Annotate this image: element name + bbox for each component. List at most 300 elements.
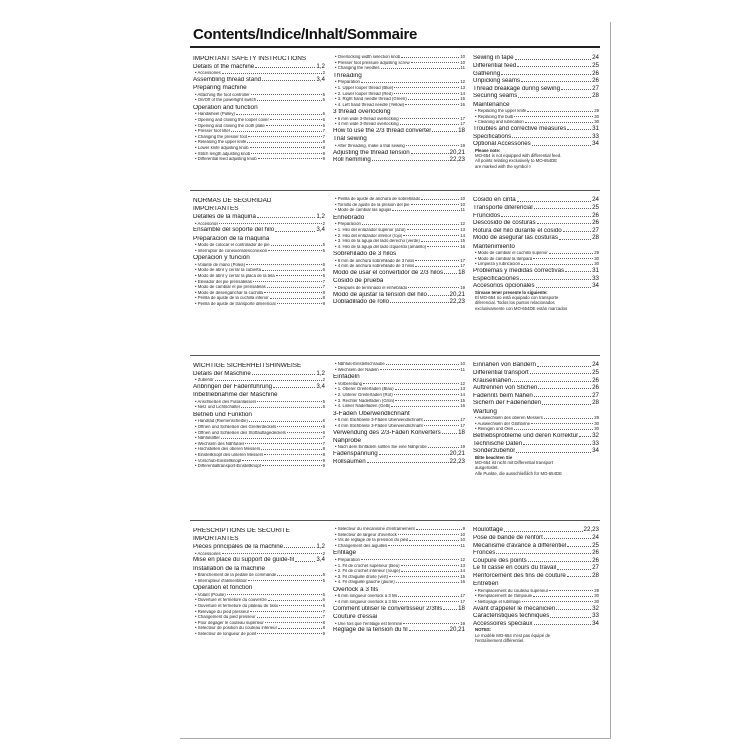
toc-heading [193, 526, 325, 534]
entry-title: • Relevage du pied presseur [195, 609, 250, 614]
entry-title: Roulottage [473, 527, 503, 534]
entry-title: • Modo de desenganchar la cuchilla [195, 290, 263, 295]
toc-entry [333, 148, 465, 156]
page-number: 33 [592, 439, 599, 447]
dot-leader [409, 630, 449, 631]
toc-heading [333, 107, 465, 115]
dot-leader [248, 136, 321, 137]
entry-title: Mécanisme d'avance à différentiel [473, 542, 567, 549]
dot-leader [521, 81, 591, 82]
entry-title: • Accessoires [195, 551, 221, 556]
page-number: 30 [594, 420, 599, 426]
toc-entry [333, 604, 465, 612]
page-number: 14 [460, 90, 465, 96]
dot-leader [398, 596, 459, 597]
entry-title: • 3. Right hand needle thread (Green) [335, 97, 407, 102]
page-number: 27 [592, 564, 599, 572]
dot-leader [409, 540, 459, 541]
entry-title: Accessoires spéciaux [473, 620, 533, 627]
page-number: 6 [322, 424, 325, 430]
page-number: 20,21 [449, 290, 465, 298]
page-number: 19 [460, 285, 465, 290]
dot-leader [386, 364, 459, 365]
dot-leader [380, 369, 460, 370]
toc-entry [193, 463, 325, 469]
page-number: 3,4 [316, 382, 325, 390]
page-number: 22,23 [449, 457, 465, 465]
entry-title: • Volant (Poulie) [195, 592, 226, 597]
page-number: 8 [322, 625, 325, 631]
dot-leader [444, 273, 457, 274]
entry-title: Entretien [473, 581, 499, 588]
toc-entry [193, 213, 325, 221]
dot-leader [537, 366, 591, 367]
page-number: 1,2 [316, 213, 325, 221]
entry-title: Auftrennen von Stichen [473, 385, 538, 392]
entry-title: • Interrupteur d'alimentation [195, 578, 248, 583]
entry-title: Fadenspannung [333, 451, 378, 458]
entry-title: • Preparación [335, 222, 361, 227]
entry-title: • 4 mm Stichbreite 3-Fäden Überwendlichnaht [335, 423, 423, 428]
dot-leader [512, 381, 591, 382]
toc-entry [193, 301, 325, 307]
entry-title: • Differential feed adjusting knob [195, 157, 257, 162]
entry-title: Modo de ajustar la tensión del hilo [333, 291, 427, 298]
entry-title: • 1. Oberer Greiferfaden (Blau) [335, 387, 394, 392]
page-number: 12 [460, 380, 465, 386]
dot-leader [530, 373, 592, 374]
entry-title: Fronces [473, 550, 496, 557]
entry-title: 3 thread overlocking [333, 109, 391, 116]
dot-leader [231, 131, 321, 132]
dot-leader [496, 553, 591, 554]
note-line: l'entraînement différentiel. [475, 637, 525, 643]
dot-leader [394, 93, 460, 94]
entry-title: Preparación de la máquina [193, 235, 270, 242]
toc-column [333, 196, 465, 305]
page-number: 34 [592, 447, 599, 455]
page-number: 22,23 [583, 526, 599, 534]
page-number: 11 [460, 543, 465, 549]
dot-leader [428, 295, 449, 296]
dot-leader [253, 281, 322, 282]
toc-entry [473, 84, 599, 92]
page-number: 13 [460, 386, 465, 392]
dot-leader [514, 429, 593, 430]
entry-title: • Volante de mano (Polea) [195, 262, 245, 267]
dot-leader [518, 97, 591, 98]
toc-column [473, 54, 599, 169]
dot-leader [537, 223, 592, 224]
entry-title: • Wechseln der Nadeln [335, 367, 379, 372]
dot-leader [249, 421, 322, 422]
page-number: 31 [592, 267, 599, 275]
dot-leader [257, 217, 315, 218]
page-number: 14 [460, 392, 465, 398]
entry-title: Comment utiliser le convertisseur 2/3fils [333, 605, 443, 612]
dot-leader [222, 553, 322, 554]
dot-leader [501, 216, 591, 217]
page-number: 28 [592, 399, 599, 407]
entry-title: • 1. Fil de crochet supérieur (bleu) [335, 563, 400, 568]
entry-title: • Interruptor de conexión/desconexión [195, 248, 268, 253]
entry-title: • Pour dégager le couteau supérieur [195, 620, 264, 625]
toc-entry [193, 62, 325, 70]
page-number: 25 [592, 203, 599, 211]
entry-title: Differential transport [473, 369, 529, 376]
page-number: 16 [460, 243, 465, 249]
dot-leader [389, 576, 459, 577]
toc-entry [473, 572, 599, 580]
page-number: 9 [322, 457, 325, 463]
page-number: 30 [594, 261, 599, 267]
dot-leader [215, 380, 322, 381]
dot-leader [227, 594, 322, 595]
toc-column [193, 361, 325, 468]
entry-title: PRESCRIPTIONS DE SECURITE [193, 527, 290, 534]
page-number: 34 [592, 619, 599, 627]
toc-entry [333, 450, 465, 458]
toc-heading [473, 407, 599, 415]
page-number: 27 [592, 226, 599, 234]
page-number: 13 [460, 85, 465, 91]
entry-title: • Sélecteur de longueur de point [195, 631, 257, 636]
entry-title: • 6 mm Stichbreite 3-Fäden Überwendlichnaht [335, 418, 423, 423]
entry-title: • 4. Left hand thread needle (Yellow) [335, 102, 405, 107]
toc-heading [473, 242, 599, 250]
note-line: NOTES: [475, 627, 492, 633]
dot-leader [411, 153, 449, 154]
dot-leader [557, 569, 591, 570]
dot-leader [401, 565, 460, 566]
note-line: ausgerüstet. [475, 465, 499, 471]
toc-column [473, 526, 599, 643]
toc-entry [333, 127, 465, 135]
entry-title: • 6 mm de anchura sobrehilado de 3 hilos [335, 258, 415, 263]
entry-title: • After threading, make a trial sewing [335, 144, 405, 148]
page-number: 6 [322, 111, 325, 117]
page-number: 28 [592, 92, 599, 100]
toc-entry [473, 376, 599, 384]
page-number: 20,21 [449, 626, 465, 634]
page-number: 30 [594, 255, 599, 261]
dot-leader [567, 546, 591, 547]
page-number: 18 [458, 604, 465, 612]
dot-leader [501, 74, 591, 75]
toc-column [193, 54, 325, 161]
dot-leader [398, 534, 459, 535]
entry-title: IMPORTANT SAFETY INSTRUCTIONS [193, 55, 307, 62]
page-number: 17 [460, 257, 465, 263]
toc-heading [333, 213, 465, 221]
toc-entry [473, 125, 599, 133]
page-number: 20,21 [449, 148, 465, 156]
page-number: 26 [592, 69, 599, 77]
toc-heading [333, 585, 465, 593]
dot-leader [268, 600, 322, 601]
dot-leader [512, 137, 591, 138]
note-line: MO-654 ist nicht mit Differential transport [475, 459, 554, 465]
entry-title: Betriebsprobleme und deren Korrektur [473, 433, 579, 440]
page-number: 7 [322, 440, 325, 446]
page-number: 5 [322, 577, 325, 583]
entry-title: • Perilla de ajuste de transporte diferencial [195, 301, 276, 306]
toc-heading [333, 548, 465, 556]
dot-leader [533, 596, 593, 597]
dot-leader [407, 229, 460, 230]
page-number: 2 [322, 220, 325, 226]
entry-title: • Stitch length adjusting knob [195, 151, 251, 156]
toc-heading [333, 372, 465, 380]
entry-title: Opération et fonction [193, 585, 253, 592]
page-number: 3,4 [316, 226, 325, 234]
dot-leader [421, 241, 459, 242]
toc-heading [193, 103, 325, 111]
dot-leader [295, 561, 315, 562]
dot-leader [522, 601, 594, 602]
page-number: 7 [322, 128, 325, 134]
dot-leader [405, 104, 459, 105]
dot-leader [534, 208, 591, 209]
page-number: 8 [322, 295, 325, 301]
dot-leader [242, 460, 321, 461]
entry-title: • Öffnen und Schließen des Greiferdeckels [195, 425, 277, 430]
entry-title: • Préparation [335, 558, 360, 563]
section-french [193, 526, 599, 686]
dot-leader [390, 302, 448, 303]
toc-entry [333, 298, 465, 306]
page-number: 18 [458, 269, 465, 277]
page-number: 19 [460, 620, 465, 626]
toc-heading [473, 579, 599, 587]
toc-heading [333, 276, 465, 284]
page-number: 11 [460, 65, 465, 71]
page-number: 26 [592, 77, 599, 85]
entry-title: • Modo de cambiar el pie prensatelas [195, 285, 266, 290]
page-number: 15 [460, 238, 465, 244]
dot-leader [398, 601, 459, 602]
dot-leader [236, 114, 322, 115]
dot-leader [559, 239, 591, 240]
entry-title: Pièces principales de la machine [193, 544, 284, 551]
dot-leader [520, 279, 591, 280]
entry-title: Coupure des points [473, 557, 527, 564]
page-number: 8 [322, 619, 325, 625]
entry-title: • Handrad (Riemenscheibe) [195, 419, 248, 424]
dot-leader [395, 389, 460, 390]
dot-leader [531, 423, 593, 424]
dot-leader [516, 452, 591, 453]
page-number: 8 [322, 139, 325, 145]
note-line: are marked with the symbol ◊ [475, 163, 531, 169]
entry-title: Transporte diferencial [473, 204, 533, 211]
entry-title: Enfilage [333, 550, 357, 557]
entry-title: • Ouverture et fermeture du plateau de tissu [195, 604, 279, 609]
page-number: 15 [460, 573, 465, 579]
note-line: Sírvase tener presente lo siguiente: [475, 289, 548, 295]
toc-column [333, 361, 465, 465]
dot-leader [367, 462, 449, 463]
entry-title: • Replacing the bulb [475, 114, 514, 119]
toc-entry [333, 457, 465, 465]
page-number: 19 [460, 143, 465, 148]
entry-title: Unpicking seams [473, 78, 521, 85]
toc-entry [473, 132, 599, 140]
dot-leader [517, 66, 591, 67]
dot-leader [534, 396, 591, 397]
entry-title: • Elevador del pie prensatelas [195, 279, 252, 284]
dot-leader [379, 454, 449, 455]
dot-leader [544, 418, 593, 419]
entry-title: Trial sewing [333, 136, 367, 143]
dot-leader [415, 260, 459, 261]
page-number: 6 [322, 597, 325, 603]
entry-title: Betrieb und Funktion [193, 411, 252, 418]
page-number: 1,2 [316, 369, 325, 377]
page-number: 13 [460, 562, 465, 568]
entry-title: • Wechseln des Nähfußes [195, 441, 245, 446]
page-number: 24 [592, 196, 599, 204]
entry-title: Securing seams [473, 93, 518, 100]
dot-leader [248, 580, 321, 581]
toc-entry [473, 234, 599, 242]
toc-column [473, 361, 599, 476]
entry-title: • 4 mm wide 3-thread overlocking [335, 122, 399, 127]
page-number: 9 [322, 300, 325, 306]
dot-leader [275, 231, 315, 232]
entry-title: Specifications [473, 133, 512, 140]
page-number: 12 [460, 221, 465, 227]
toc-entry [473, 541, 599, 549]
toc-entry [473, 369, 599, 377]
dot-leader [515, 59, 592, 60]
toc-heading [333, 612, 465, 620]
page-number: 10 [460, 59, 465, 65]
toc-entry [473, 219, 599, 227]
toc-entry [473, 62, 599, 70]
page-number: 11 [460, 366, 465, 372]
entry-title: • Öffnen und Schließen des Stoffauflagedeckels [195, 430, 286, 435]
toc-entry [473, 267, 599, 275]
page-number: 5 [322, 247, 325, 253]
dot-leader [267, 287, 322, 288]
dot-leader [251, 94, 322, 95]
toc-column [333, 54, 465, 163]
dot-leader [442, 433, 457, 434]
page-number: 6 [322, 267, 325, 273]
entry-title: • 6 mm longueur overlock à 3 fils [335, 594, 398, 599]
page-number: 29 [594, 108, 599, 114]
dot-leader [257, 401, 321, 402]
page-number: 28 [592, 571, 599, 579]
entry-title: • Sélecteur de position du couteau inférieur [195, 626, 278, 631]
entry-title: • Lower knife adjusting knob [195, 146, 249, 150]
entry-title: • Remplacement de l'ampoule [475, 594, 533, 599]
page-number: 25 [592, 368, 599, 376]
dot-leader [287, 432, 322, 433]
entry-title: • Cleaning and lubrication [475, 120, 524, 125]
entry-title: Fruncidos [473, 212, 501, 219]
page-number: 31 [592, 125, 599, 133]
page-number: 7 [322, 435, 325, 441]
dot-leader [257, 633, 321, 634]
toc-column [193, 196, 325, 306]
page-number: 6 [322, 273, 325, 279]
entry-title: • Modo de abrir y cerrar la placa de la tela [195, 274, 275, 279]
page-number: 29 [594, 415, 599, 421]
page-number: 17 [460, 121, 465, 127]
page-number: 6 [322, 429, 325, 435]
page-number: 10 [460, 537, 465, 543]
entry-title: Caractéristiques techniques [473, 613, 550, 620]
dot-leader [521, 264, 593, 265]
entry-title: Sewing in tape [473, 55, 514, 62]
entry-title: • Ouverture et fermeture du couvercle [195, 598, 267, 603]
entry-title: Fadenriß beim Nähen [473, 392, 533, 399]
dot-leader [391, 406, 459, 407]
page-number: 10 [460, 531, 465, 537]
dot-leader [549, 253, 594, 254]
entry-title: Adjusting the thread tension [333, 149, 410, 156]
entry-title: • Modo de cambiar la lámpara [475, 256, 533, 261]
entry-title: Sichern der Fadenenden [473, 400, 542, 407]
dot-leader [381, 68, 460, 69]
toc-entry [473, 612, 599, 620]
page-number: 30 [594, 599, 599, 605]
toc-entry [193, 631, 325, 637]
entry-title: • Nähfuß-Einstellschraube [335, 362, 385, 367]
entry-title: Cosido en cinta [473, 197, 516, 204]
dot-leader [536, 287, 592, 288]
entry-title: • 3. Fil d'aiguille droite (vert) [335, 574, 388, 579]
entry-title: • 2. Unterer Greiferfaden (Rot) [335, 393, 393, 398]
entry-title: • Auswechseln der Glühbirne [475, 421, 531, 426]
entry-title: Couture d'essai [333, 613, 378, 620]
page-number: 9 [322, 150, 325, 156]
dot-leader [411, 204, 460, 205]
page-number: 5 [322, 572, 325, 578]
entry-title: IMPORTANTES [193, 536, 239, 543]
entry-title: Maintenance [473, 101, 510, 108]
entry-title: • 3. Hilo de la aguja del lado derecho (verde) [335, 239, 420, 244]
entry-title: Kräuselnähen [473, 377, 512, 384]
page-number: 7 [322, 133, 325, 139]
dot-leader [362, 224, 459, 225]
dot-leader [270, 119, 322, 120]
page-number: 25 [592, 541, 599, 549]
dot-leader [273, 387, 315, 388]
dot-leader [428, 447, 459, 448]
note-line: Please note: [475, 147, 501, 153]
entry-title: Sonderzubehör [473, 448, 516, 455]
page-number: 17 [460, 115, 465, 121]
toc-entry [473, 432, 599, 440]
dot-leader [268, 250, 321, 251]
toc-entry [473, 54, 599, 62]
page-number: 5 [322, 242, 325, 248]
note-line: Le modèle MO-654 n'est pas équipé de [475, 632, 551, 638]
page-number: 9 [462, 526, 465, 532]
page-number: 33 [592, 612, 599, 620]
entry-title: Assembling thread stand [193, 76, 262, 83]
entry-title: • Perilla de ajuste de anchura de sobrehilado [335, 197, 421, 202]
page-number: 14 [460, 568, 465, 574]
page-number: 10 [460, 196, 465, 202]
dot-leader [395, 400, 459, 401]
entry-title: Details of the machine [193, 63, 255, 70]
entry-title: • Modo de colocar el controlador de pie [195, 243, 270, 248]
dot-leader [561, 89, 591, 90]
